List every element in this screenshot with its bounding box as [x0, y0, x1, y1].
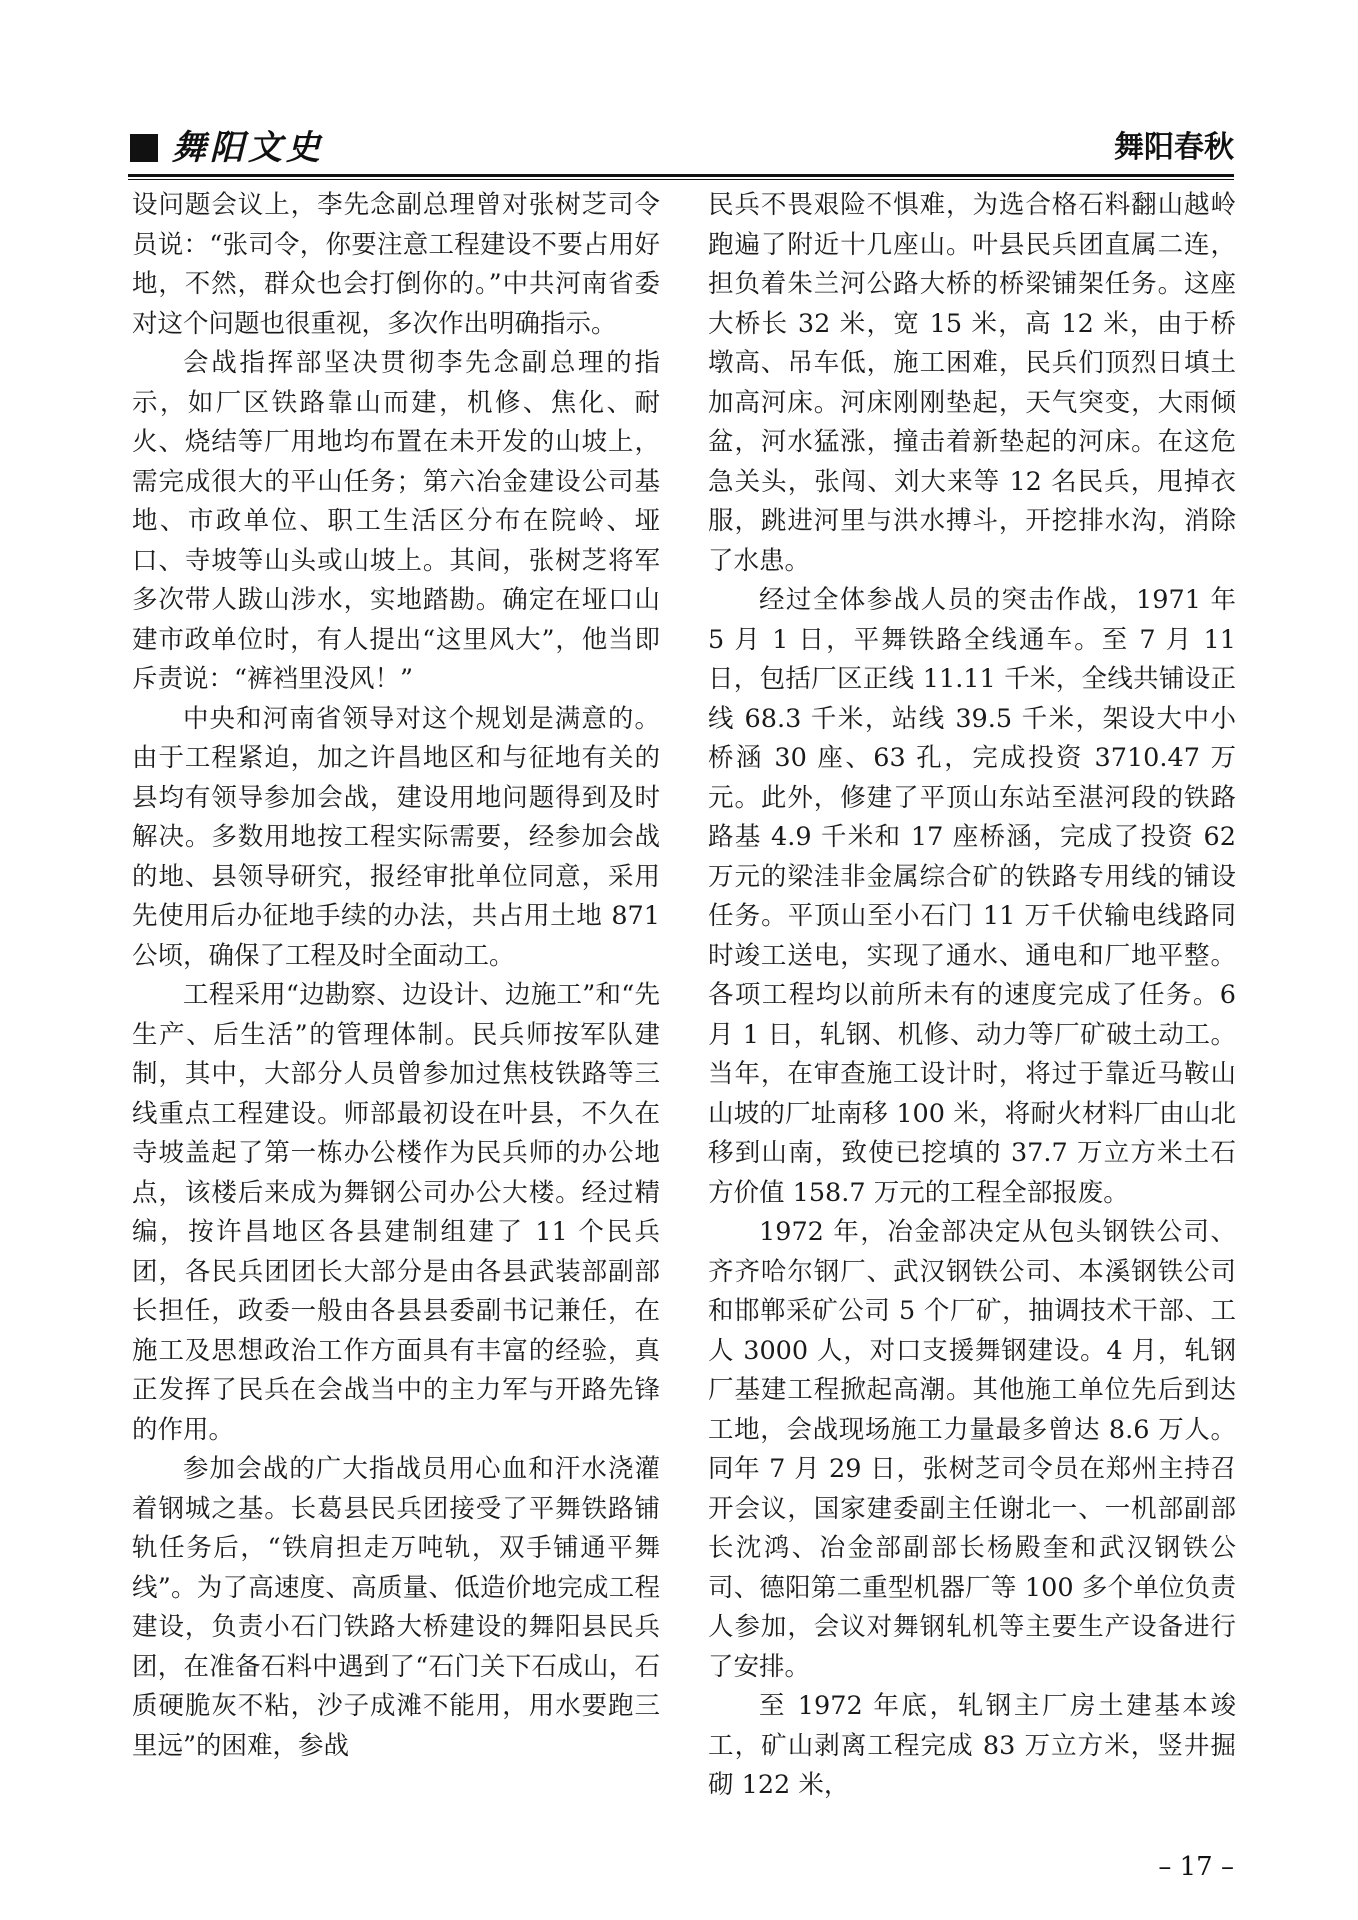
section-title: 舞阳春秋 — [1114, 130, 1234, 165]
paragraph: 1972 年，冶金部决定从包头钢铁公司、齐齐哈尔钢厂、武汉钢铁公司、本溪钢铁公司和邯郸采矿公司 5 个厂矿，抽调技术干部、工人 3000 人，对口支援舞钢建设。4 月，轧钢厂基建工程掀起高潮。其他施工单位先后到达工地，会战现场施工力量最多曾达 8.6 万人。同年 7 月 29 日，张树芝司令员在郑州主持召开会议，国家建委副主任谢北一、一机部副部长沈鸿、冶金部副部长杨殿奎和武汉钢铁公司、德阳第二重型机器厂等 100 多个单位负责人参加，会议对舞钢轧机等主要生产设备进行了安排。 — [708, 1217, 1236, 1682]
paragraph: 至 1972 年底，轧钢主厂房土建基本竣工，矿山剥离工程完成 83 万立方米，竖井掘砌 122 米， — [708, 1691, 1236, 1800]
paragraph: 中央和河南省领导对这个规划是满意的。由于工程紧迫，加之许昌地区和与征地有关的县均有领导参加会战，建设用地问题得到及时解决。多数用地按工程实际需要，经参加会战的地、县领导研究，报经审批单位同意，采用先使用后办征地手续的办法，共占用土地 871 公顷，确保了工程及时全面动工。 — [132, 703, 660, 971]
paragraph: 设问题会议上，李先念副总理曾对张树芝司令员说：“张司令，你要注意工程建设不要占用好地，不然，群众也会打倒你的。”中共河南省委对这个问题也很重视，多次作出明确指示。 — [132, 190, 660, 339]
paragraph: 工程采用“边勘察、边设计、边施工”和“先生产、后生活”的管理体制。民兵师按军队建制，其中，大部分人员曾参加过焦枝铁路等三线重点工程建设。师部最初设在叶县，不久在寺坡盖起了第一栋办公楼作为民兵师的办公地点，该楼后来成为舞钢公司办公大楼。经过精编，按许昌地区各县建制组建了 11 个民兵团，各民兵团团长大部分是由各县武装部副部长担任，政委一般由各县县委副书记兼任，在施工及思想政治工作方面具有丰富的经验，真正发挥了民兵在会战当中的主力军与开路先锋的作用。 — [132, 980, 660, 1445]
journal-title: 舞阳文史 — [172, 128, 324, 168]
header-divider — [128, 174, 1234, 180]
logo-square-icon — [130, 134, 158, 162]
paragraph: 民兵不畏艰险不惧难，为选合格石料翻山越岭跑遍了附近十几座山。叶县民兵团直属二连，担负着朱兰河公路大桥的桥梁铺架任务。这座大桥长 32 米，宽 15 米，高 12 米，由于桥墩高、吊车低，施工困难，民兵们顶烈日填土加高河床。河床刚刚垫起，天气突变，大雨倾盆，河水猛涨，撞击着新垫起的河床。在这危急关头，张闯、刘大来等 12 名民兵，甩掉衣服，跳进河里与洪水搏斗，开挖排水沟，消除了水患。 — [708, 190, 1236, 576]
left-column — [132, 186, 660, 1766]
paragraph: 会战指挥部坚决贯彻李先念副总理的指示，如厂区铁路靠山而建，机修、焦化、耐火、烧结等厂用地均布置在未开发的山坡上，需完成很大的平山任务；第六冶金建设公司基地、市政单位、职工生活区分布在院岭、垭口、寺坡等山头或山坡上。其间，张树芝将军多次带人跋山涉水，实地踏勘。确定在垭口山建市政单位时，有人提出“这里风大”，他当即斥责说：“裤裆里没风！” — [132, 348, 660, 694]
page-number: – 17 – — [1158, 1852, 1234, 1882]
paragraph: 参加会战的广大指战员用心血和汗水浇灌着钢城之基。长葛县民兵团接受了平舞铁路铺轨任务后，“铁肩担走万吨轨，双手铺通平舞线”。为了高速度、高质量、低造价地完成工程建设，负责小石门铁路大桥建设的舞阳县民兵团，在准备石料中遇到了“石门关下石成山，石质硬脆灰不粘，沙子成滩不能用，用水要跑三里远”的困难，参战 — [132, 1454, 660, 1761]
right-column — [708, 186, 1236, 1806]
page-header — [128, 124, 1234, 170]
paragraph: 经过全体参战人员的突击作战，1971 年 5 月 1 日，平舞铁路全线通车。至 7 月 11 日，包括厂区正线 11.11 千米，全线共铺设正线 68.3 千米，站线 39.5 千米，架设大中小桥涵 30 座、63 孔，完成投资 3710.47 万元。此外，修建了平顶山东站至湛河段的铁路路基 4.9 千米和 17 座桥涵，完成了投资 62 万元的梁洼非金属综合矿的铁路专用线的铺设任务。平顶山至小石门 11 万千伏输电线路同时竣工送电，实现了通水、通电和厂地平整。各项工程均以前所未有的速度完成了任务。6 月 1 日，轧钢、机修、动力等厂矿破土动工。当年，在审查施工设计时，将过于靠近马鞍山山坡的厂址南移 100 米，将耐火材料厂由山北移到山南，致使已挖填的 37.7 万立方米土石方价值 158.7 万元的工程全部报废。 — [708, 585, 1236, 1208]
